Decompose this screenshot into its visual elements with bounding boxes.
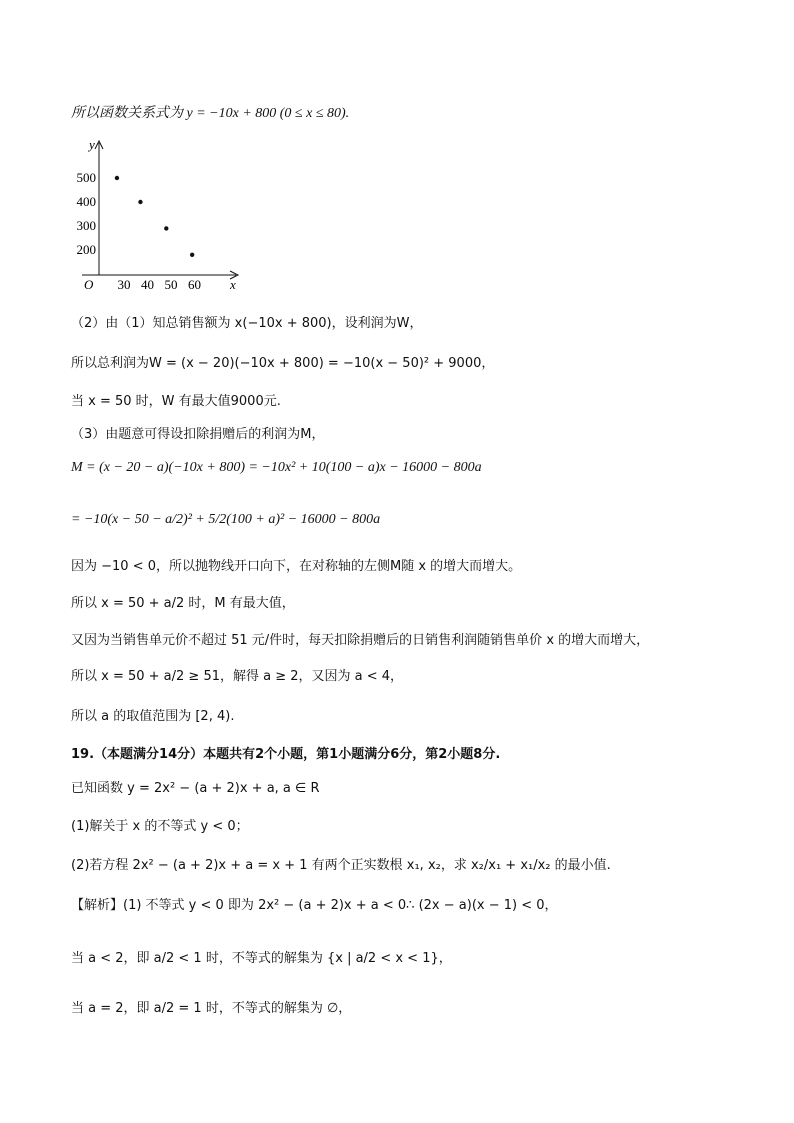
y-tick-label: 200 bbox=[76, 242, 96, 257]
y-tick-label: 500 bbox=[76, 170, 96, 185]
text-line-2: （2）由（1）知总销售额为 x(−10x + 800)，设利润为W， bbox=[71, 316, 423, 331]
text-line-11: 所以 x = 50 + a/2 ≥ 51，解得 a ≥ 2，又因为 a < 4， bbox=[71, 669, 404, 684]
y-tick-label: 400 bbox=[76, 194, 96, 209]
text-line-4: 当 x = 50 时，W 有最大值9000元. bbox=[71, 394, 281, 409]
data-point bbox=[115, 176, 119, 180]
text-line-14: 已知函数 y = 2x² − (a + 2)x + a, a ∈ R bbox=[71, 781, 320, 796]
text-line-10: 又因为当销售单元价不超过 51 元/件时，每天扣除捐赠后的日销售利润随销售单价 x 的增大而增大， bbox=[71, 633, 650, 648]
text-line-19: 当 a = 2，即 a/2 = 1 时，不等式的解集为 ∅， bbox=[71, 1001, 352, 1016]
text-line-1: 所以函数关系式为 y = −10x + 800 (0 ≤ x ≤ 80). bbox=[71, 106, 350, 121]
x-axis-label: x bbox=[230, 277, 236, 292]
problem-19-heading: 19.（本题满分14分）本题共有2个小题，第1小题满分6分，第2小题8分. bbox=[71, 747, 501, 762]
data-point bbox=[164, 226, 168, 230]
x-tick-label: 50 bbox=[164, 277, 178, 292]
data-point bbox=[190, 253, 194, 257]
origin-label: O bbox=[84, 277, 94, 292]
scatter-chart bbox=[70, 135, 250, 295]
text-line-15: (1)解关于 x 的不等式 y < 0； bbox=[71, 819, 249, 834]
text-line-17: 【解析】(1) 不等式 y < 0 即为 2x² − (a + 2)x + a < 0∴ (2x − a)(x − 1) < 0， bbox=[71, 898, 558, 913]
text-line-9: 所以 x = 50 + a/2 时，M 有最大值， bbox=[71, 596, 295, 611]
x-tick-label: 30 bbox=[117, 277, 131, 292]
y-axis-label: y bbox=[89, 137, 95, 152]
text-line-18: 当 a < 2，即 a/2 < 1 时，不等式的解集为 {x | a/2 < x < 1}， bbox=[71, 951, 452, 966]
text-line-7: = −10(x − 50 − a/2)² + 5/2(100 + a)² − 16000 − 800a bbox=[71, 512, 381, 527]
y-tick-label: 300 bbox=[76, 218, 96, 233]
text-line-6: M = (x − 20 − a)(−10x + 800) = −10x² + 10(100 − a)x − 16000 − 800a bbox=[71, 460, 482, 475]
x-tick-label: 60 bbox=[188, 277, 201, 292]
text-line-12: 所以 a 的取值范围为 [2, 4). bbox=[71, 709, 235, 724]
text-line-16: (2)若方程 2x² − (a + 2)x + a = x + 1 有两个正实数根 x₁, x₂，求 x₂/x₁ + x₁/x₂ 的最小值. bbox=[71, 858, 611, 873]
text-line-8: 因为 −10 < 0，所以抛物线开口向下，在对称轴的左侧M随 x 的增大而增大。 bbox=[71, 559, 522, 574]
data-point bbox=[138, 200, 142, 204]
text-line-3: 所以总利润为W = (x − 20)(−10x + 800) = −10(x − 50)² + 9000， bbox=[71, 356, 495, 371]
text-line-5: （3）由题意可得设扣除捐赠后的利润为M， bbox=[71, 427, 325, 442]
x-tick-label: 40 bbox=[141, 277, 154, 292]
